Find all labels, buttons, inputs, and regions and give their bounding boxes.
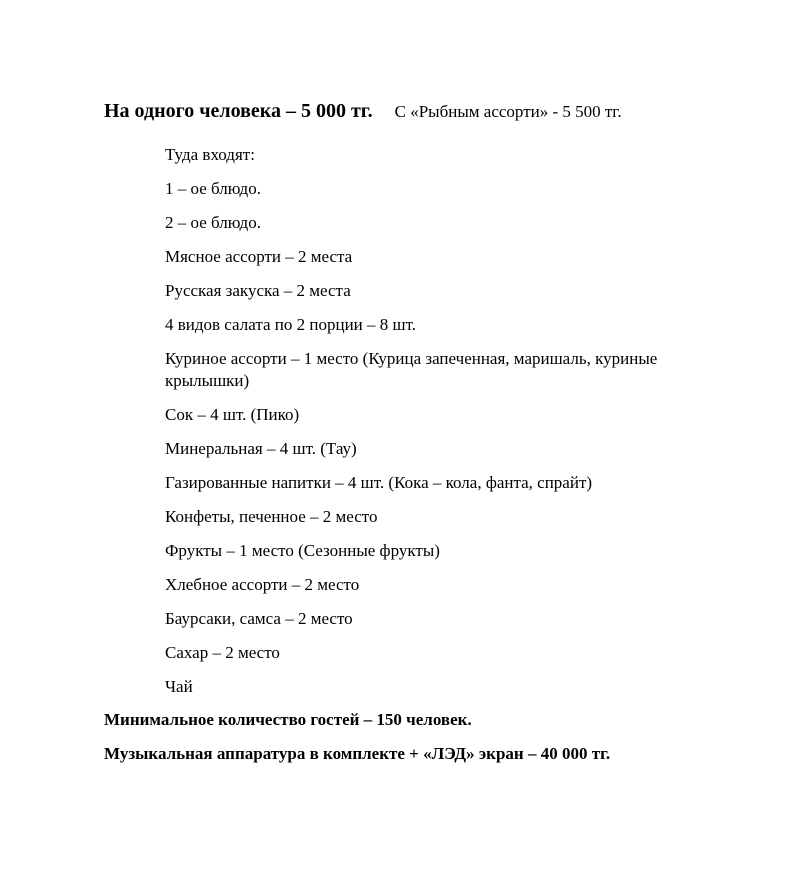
list-item: Минеральная – 4 шт. (Тау) [165, 439, 357, 458]
minimum-guests-note: Минимальное количество гостей – 150 человек. [104, 710, 472, 729]
price-per-person: На одного человека – 5 000 тг. [104, 100, 373, 122]
list-item: Хлебное ассорти – 2 место [165, 575, 360, 594]
list-item: Куриное ассорти – 1 место (Курица запеченная, маришаль, куриные крылышки) [165, 349, 658, 390]
menu-intro: Туда входят: [165, 145, 255, 164]
list-item: 1 – ое блюдо. [165, 179, 261, 198]
music-equipment-note: Музыкальная аппаратура в комплекте + «ЛЭД» экран – 40 000 тг. [104, 744, 611, 763]
list-item: Сахар – 2 место [165, 643, 280, 662]
list-item: Газированные напитки – 4 шт. (Кока – кола, фанта, спрайт) [165, 473, 593, 492]
list-item: Баурсаки, самса – 2 место [165, 609, 353, 628]
list-item: Фрукты – 1 место (Сезонные фрукты) [165, 541, 440, 560]
price-with-fish-platter: С «Рыбным ассорти» - 5 500 тг. [394, 102, 622, 121]
list-item: Русская закуска – 2 места [165, 281, 351, 300]
list-item: Мясное ассорти – 2 места [165, 247, 353, 266]
list-item: Конфеты, печенное – 2 место [165, 507, 378, 526]
list-item: Чай [165, 677, 193, 696]
list-item: 4 видов салата по 2 порции – 8 шт. [165, 315, 416, 334]
list-item: Сок – 4 шт. (Пико) [165, 405, 300, 424]
list-item: 2 – ое блюдо. [165, 213, 261, 232]
menu-list [165, 144, 725, 710]
price-headline [104, 100, 622, 123]
